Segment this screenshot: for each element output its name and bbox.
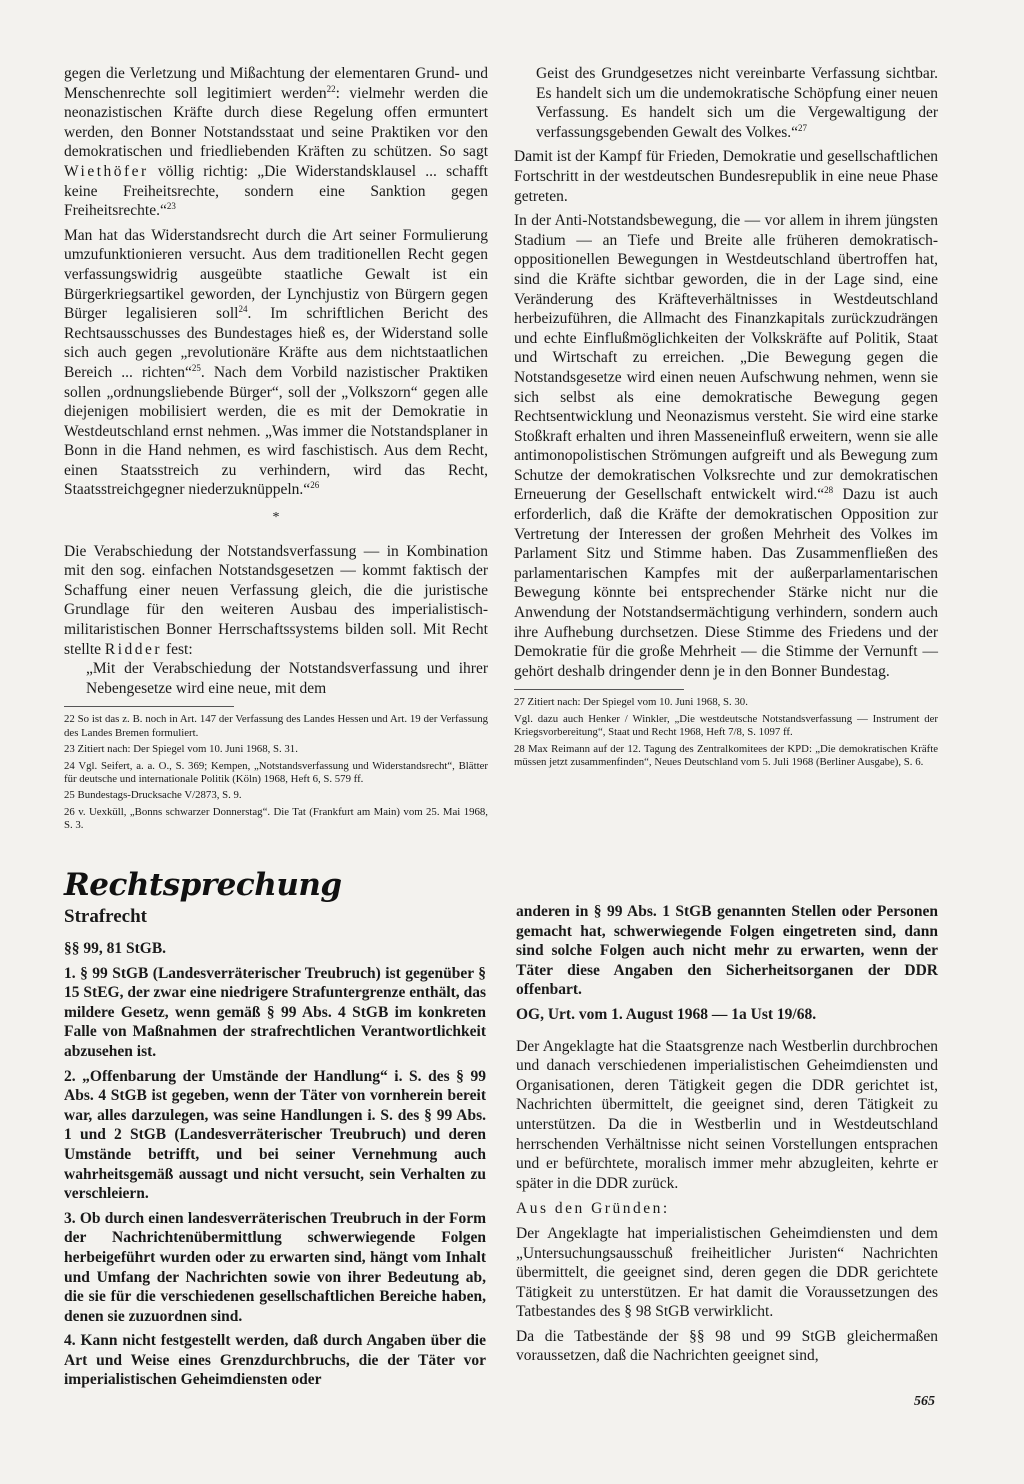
top-right-column bbox=[514, 64, 938, 772]
section-subtitle: Strafrecht bbox=[64, 906, 148, 927]
paragraph: Der Angeklagte hat die Staatsgrenze nach Westberlin durchbrochen und danach verschiedenen imperialistischen Geheimdiensten und Organisationen, deren Tätigkeit gegen die DDR gerichtet ist, Nachrichten übermittelt, die geeignet sind, deren Tätigkeit zu unterstützen. Da die in Westberlin und in Westdeutschland herrschenden Verhältnisse nicht seinen Vorstellungen entsprachen und er befürchtete, moralisch immer mehr abzugleiten, kehrte er später in die DDR zurück. bbox=[516, 1037, 938, 1192]
paragraph: Die Verabschiedung der Notstandsverfassung — in Kombination mit den sog. einfachen Notstandsgesetzen — kommt faktisch der Schaffung einer neuen Verfassung gleich, die die juristische Grundlage für den weiteren Ausbau des imperialistisch-militaristischen Bonner Herrschaftssystems bilden soll. Mit Recht stellte Ridder fest: bbox=[64, 542, 488, 658]
footnote: 28 Max Reimann auf der 12. Tagung des Zentralkomitees der KPD: „Die demokratischen Kräfte müssen jetzt zusammenfinden“, Neues Deutschland vom 5. Juli 1968 (Berliner Ausgabe), S. 6. bbox=[514, 742, 938, 769]
quote: „Mit der Verabschiedung der Notstandsverfassung und ihrer Nebengesetze wird eine neue, mit dem bbox=[86, 660, 488, 697]
paragraph: gegen die Verletzung und Mißachtung der elementaren Grund- und Menschenrechte soll legitimiert werden$^{22}$: vielmehr werden die neonazistischen Kräfte durch diese Regelung offen ermuntert werden, den Bonner Notstandsstaat und seine Praktiken vor den demokratischen und friedliebenden Kräften zu schützen. So sagt Wiethöfer völlig richtig: „Die Widerstandsklausel ... schafft keine Freiheitsrechte, sondern eine Sanktion gegen Freiheitsrechte.“$^{23}$ bbox=[64, 65, 488, 220]
quote-continuation: Geist des Grundgesetzes nicht vereinbarte Verfassung sichtbar. Es handelt sich um die undemokratische Schöpfung einer neuen Verfassung. Es handelt sich um die Vergewaltigung der verfassungsgebenden Gewalt des Volkes.“$^{27}$ bbox=[536, 65, 938, 141]
statute-reference: §§ 99, 81 StGB. bbox=[64, 940, 167, 957]
section-separator: * bbox=[272, 510, 280, 526]
paragraph: Der Angeklagte hat imperialistischen Geheimdiensten und dem „Untersuchungsausschuß freiheitlicher Juristen“ Nachrichten übermittelt, die geeignet sind, deren gegen die DDR gerichtete Tätigkeit zu unterstützen. Er hat damit die Voraussetzungen des Tatbestandes des § 98 StGB verwirklicht. bbox=[516, 1224, 938, 1321]
top-left-column bbox=[64, 64, 488, 836]
footnote: 26 v. Uexküll, „Bonns schwarzer Donnerstag“. Die Tat (Frankfurt am Main) vom 25. Mai 1968, S. 3. bbox=[64, 805, 488, 832]
headnote-item: 2. „Offenbarung der Umstände der Handlung“ i. S. des § 99 Abs. 4 StGB ist gegeben, wenn der Täter von vornherein bereit war, alles darzulegen, was seine Handlungen i. S. des § 99 Abs. 1 und 2 StGB (Landesverräterischer Treubruch) und deren Umstände betrifft, und bei seiner Vernehmung auch wahrheitsgemäß aussagt und nicht versucht, sein Verhalten zu verschleiern. bbox=[64, 1067, 486, 1203]
paragraph: Man hat das Widerstandsrecht durch die Art seiner Formulierung umzufunktionieren versucht. Aus dem traditionellen Recht gegen verfassungswidrig ausgeübte staatliche Gewalt ist ein Bürgerkriegsartikel geworden, der Lynchjustiz von Bürgern gegen Bürger legalisieren soll$^{24}$. Im schriftlichen Bericht des Rechtsausschusses des Bundestages hieß es, der Widerstand solle sich auch gegen „revolutionäre Kräfte aus dem nichtstaatlichen Bereich ... richten“$^{25}$. Nach dem Vorbild nazistischer Praktiken sollen „ordnungsliebende Bürger“, soll der „Volkszorn“ gegen alle diejenigen mobilisiert werden, die es mit der Demokratie in Westdeutschland ernst nehmen. „Was immer die Notstandsplaner in Bonn in die Hand nehmen, es wird faschistisch. Aus dem Recht, einen Staatsstreich zu verhindern, wird das Recht, Staatsstreichgegner niederzuknüppeln.“$^{26}$ bbox=[64, 226, 488, 499]
headnote-item: 3. Ob durch einen landesverräterischen Treubruch in der Form der Nachrichtenübermittlung schwerwiegende Folgen herbeigeführt wurden oder zu erwarten sind, hängt vom Inhalt und Umfang der Nachrichten sowie von ihrer Bedeutung ab, die sie für die verschiedenen gesellschaftlichen Bereiche haben, denen sie zuzuordnen sind. bbox=[64, 1209, 486, 1325]
page-number: 565 bbox=[914, 1394, 935, 1409]
headnote-item: 4. Kann nicht festgestellt werden, daß durch Angaben über die Art und Weise eines Grenzdurchbruchs, die der Täter vor imperialistischen Geheimdiensten oder bbox=[64, 1332, 486, 1389]
footnote: 27 Zitiert nach: Der Spiegel vom 10. Juni 1968, S. 30. bbox=[514, 696, 748, 709]
headnote-continuation: anderen in § 99 Abs. 1 StGB genannten Stellen oder Personen gemacht hat, schwerwiegende Folgen eingetreten sind, dann sind solche Folgen auch nicht mehr zu erwarten, wenn der Täter diese Angaben den Sicherheitsorganen der DDR offenbart. bbox=[516, 903, 938, 999]
bottom-right-column bbox=[516, 902, 938, 1371]
bottom-left-column bbox=[64, 939, 486, 1395]
footnote-divider bbox=[64, 706, 234, 707]
footnote-divider bbox=[514, 689, 684, 690]
footnote: 24 Vgl. Seifert, a. a. O., S. 369; Kempen, „Notstandsverfassung und Widerstandsrecht“, Blätter für deutsche und internationale Politik (Köln) 1968, Heft 6, S. 579 ff. bbox=[64, 759, 488, 786]
footnote: 22 So ist das z. B. noch in Art. 147 der Verfassung des Landes Hessen und Art. 19 der Verfassung des Landes Bremen formuliert. bbox=[64, 713, 488, 739]
section-title: Rechtsprechung bbox=[64, 867, 342, 903]
paragraph: Damit ist der Kampf für Frieden, Demokratie und gesellschaftlichen Fortschritt in der westdeutschen Bundesrepublik in eine neue Phase getreten. bbox=[514, 148, 938, 205]
footnote: 23 Zitiert nach: Der Spiegel vom 10. Juni 1968, S. 31. bbox=[64, 743, 298, 756]
grounds-heading: Aus den Gründen: bbox=[516, 1200, 670, 1218]
footnote: 25 Bundestags-Drucksache V/2873, S. 9. bbox=[64, 789, 242, 802]
headnote-item: 1. § 99 StGB (Landesverräterischer Treubruch) ist gegenüber § 15 StEG, der zwar eine niedrigere Strafuntergrenze enthält, das mildere Gesetz, wenn gemäß § 99 Abs. 4 StGB im konkreten Falle von Maßnahmen der strafrechtlichen Verantwortlichkeit abzusehen ist. bbox=[64, 964, 486, 1060]
paragraph: In der Anti-Notstandsbewegung, die — vor allem in ihrem jüngsten Stadium — an Tiefe und Breite alle früheren demokratisch-oppositionellen Bewegungen in Westdeutschland übertroffen hat, sind die Kräfte sichtbar geworden, die in der Lage sind, eine Veränderung des Kräfteverhältnisses in Westdeutschland herbeizuführen, die Allmacht des Finanzkapitals zurückzudrängen und echte Einflußmöglichkeiten der Volkskräfte auf Politik, Staat und Wirtschaft zu erreichen. „Die Bewegung gegen die Notstandsgesetze wird einen neuen Aufschwung nehmen, wenn sie sich selbst als eine demokratische Bewegung gegen Rechtsentwicklung und Neonazismus versteht. Sie wird eine starke Stoßkraft erhalten und ihren Masseneinfluß erweitern, wenn sie alle antimonopolistischen Strömungen aufgreift und als Bewegung zum Schutze der demokratischen Volksrechte und zur demokratischen Erneuerung der Gesellschaft entwickelt wird.“$^{28}$ Dazu ist auch erforderlich, daß die Kräfte der demokratischen Opposition zur Vertretung der Interessen der großen Mehrheit des Volkes im Parlament Sitz und Stimme haben. Das Zusammenfließen des parlamentarischen Kampfes mit der außerparlamentarischen Bewegung könnte bei entsprechender Stärke nicht nur die Anwendung der Notstandsermächtigung verhindern, sondern auch ihre Aufhebung durchsetzen. Diese Stimme des Friedens und der Demokratie für die große Mehrheit — die Stimme der Vernunft — gehört deshalb dringender denn je in den Bonner Bundestag. bbox=[514, 212, 938, 680]
court-citation: OG, Urt. vom 1. August 1968 — 1a Ust 19/68. bbox=[516, 1005, 817, 1023]
paragraph: Da die Tatbestände der §§ 98 und 99 StGB gleichermaßen voraussetzen, daß die Nachrichten geeignet sind, bbox=[516, 1327, 938, 1365]
footnote: Vgl. dazu auch Henker / Winkler, „Die westdeutsche Notstandsverfassung — Instrument der Kriegsvorbereitung“, Staat und Recht 1968, Heft 7/8, S. 1097 ff. bbox=[514, 712, 938, 739]
